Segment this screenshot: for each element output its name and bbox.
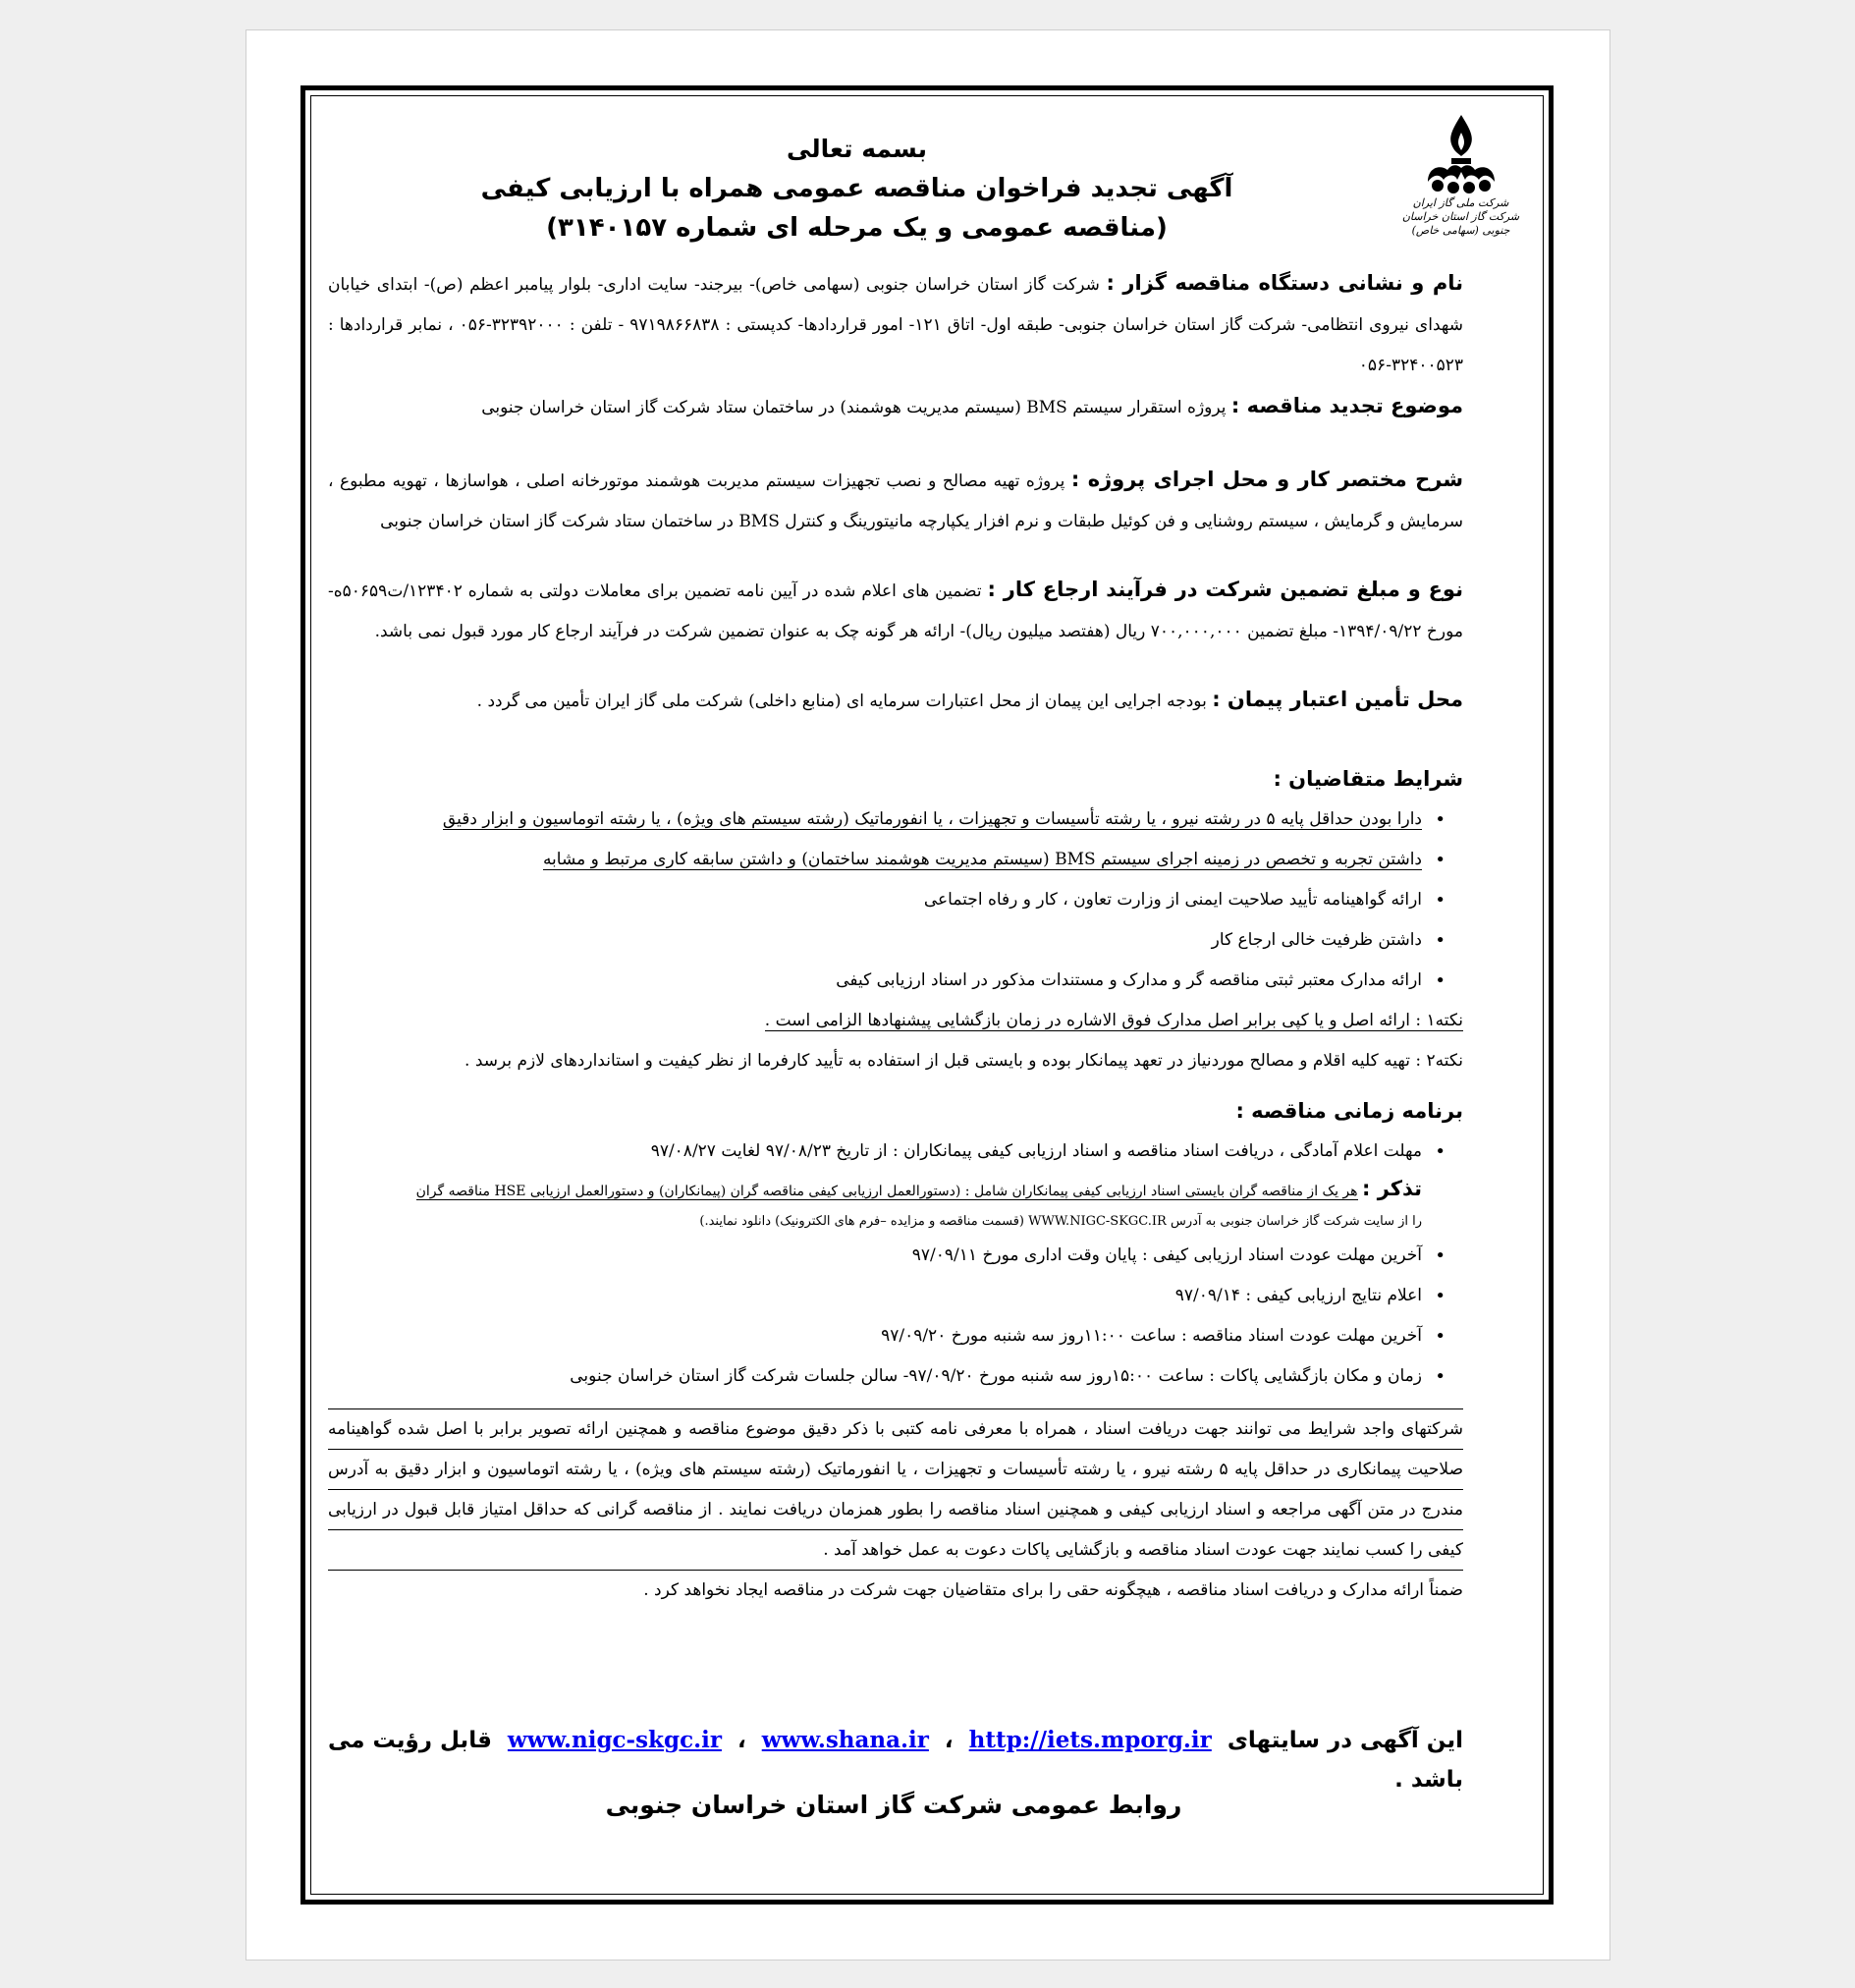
- schedule-list-2: [328, 1236, 1463, 1397]
- sites-line: این آگهی در سایتهای www.nigc-skgc.ir ، www.shana.ir ، http://iets.mporg.ir قابل رؤیت می باشد .: [327, 1727, 1463, 1793]
- schedule-item: • زمان و مکان بازگشایی پاکات : ساعت ۱۵:۰۰روز سه شنبه مورخ ۹۷/۰۹/۲۰- سالن جلسات شرکت گاز استان خراسان جنوبی: [328, 1356, 1446, 1397]
- description-paragraph: [328, 460, 1463, 542]
- sites-prefix: این آگهی در سایتهای: [1227, 1728, 1463, 1753]
- schedule-item: • مهلت اعلام آمادگی ، دریافت اسناد مناقصه و اسناد ارزیابی کیفی پیمانکاران : از تاریخ ۹۷/۰۸/۲۳ لغایت ۹۷/۰۸/۲۷: [328, 1132, 1446, 1172]
- logo-caption-1: شرکت ملی گاز ایران: [1412, 196, 1509, 209]
- organizer-text: شرکت گاز استان خراسان جنوبی (سهامی خاص)- بیرجند- سایت اداری- بلوار پیامبر اعظم (ص)- ابتدای خیابان شهدای نیروی انتظامی- شرکت گاز استان خراسان جنوبی- طبقه اول- اتاق ۱۲۱- امور قراردادها- کدپستی : ۹۷۱۹۸۶۶۸۳۸ - تلفن : ۳۲۳۹۲۰۰۰-۰۵۶ ، نمابر قراردادها : ۳۲۴۰۰۵۲۳-۰۵۶: [328, 275, 1463, 375]
- description-label: شرح مختصر کار و محل اجرای پروژه :: [1070, 468, 1463, 491]
- condition-item: • دارا بودن حداقل پایه ۵ در رشته نیرو ، یا رشته تأسیسات و تجهیزات ، یا انفورماتیک (رشته سیستم های ویژه) ، یا رشته اتوماسیون و ابزار دقیق: [328, 800, 1446, 840]
- site-link-shana[interactable]: www.shana.ir: [761, 1727, 929, 1753]
- schedule-list: [328, 1132, 1463, 1172]
- note-2: نکته۲ : تهیه کلیه اقلام و مصالح موردنیاز در تعهد پیمانکار بوده و بایستی قبل از استفاده به تأیید کارفرما از نظر کیفیت و استانداردهای لازم برسد .: [464, 1051, 1463, 1071]
- header-basmala: بسمه تعالی: [786, 135, 928, 163]
- reminder-text-2: را از سایت شرکت گاز خراسان جنوبی به آدرس WWW.NIGC-SKGC.IR (قسمت مناقصه و مزایده –فرم های الکترونیک) دانلود نمایند.): [699, 1214, 1422, 1229]
- site-link-nigc[interactable]: www.nigc-skgc.ir: [507, 1727, 722, 1753]
- sites-suffix: قابل رؤیت می باشد .: [327, 1728, 1463, 1793]
- closing-box: [328, 1408, 1463, 1571]
- closing-text: شرکتهای واجد شرایط می توانند جهت دریافت اسناد ، همراه با معرفی نامه کتبی با ذکر دقیق موضوع مناقصه و همچنین ارائه تصویر برابر با اصل شده گواهینامه صلاحیت پیمانکاری در حداقل پایه ۵ رشته نیرو ، یا رشته تأسیسات و تجهیزات ، یا انفورماتیک (رشته سیستم های ویژه) ، یا رشته اتوماسیون و ابزار دقیق به آدرس مندرج در متن آگهی مراجعه و اسناد ارزیابی کیفی و همچنین اسناد مناقصه را بطور همزمان دریافت نمایند . از مناقصه گرانی که حداقل امتیاز قابل قبول در ارزیابی کیفی را کسب نمایند جهت عودت اسناد مناقصه و بازگشایی پاکات دعوت به عمل خواهد آمد .: [328, 1409, 1463, 1571]
- guarantee-paragraph: [328, 570, 1463, 652]
- schedule-item: • اعلام نتایج ارزیابی کیفی : ۹۷/۰۹/۱۴: [328, 1276, 1446, 1316]
- reminder-label: تذکر :: [1361, 1177, 1422, 1200]
- note-1: نکته۱ : ارائه اصل و یا کپی برابر اصل مدارک فوق الاشاره در زمان بازگشایی پیشنهادها الزامی است .: [764, 1011, 1463, 1030]
- schedule-title: برنامه زمانی مناقصه :: [1235, 1099, 1463, 1123]
- company-logo: [1399, 113, 1522, 260]
- funding-label: محل تأمین اعتبار پیمان :: [1212, 688, 1463, 711]
- organizer-paragraph: [328, 263, 1463, 386]
- condition-item: • ارائه مدارک معتبر ثبتی مناقصه گر و مدارک و مستندات مذکور در اسناد ارزیابی کیفی: [328, 961, 1446, 1001]
- condition-item: • داشتن ظرفیت خالی ارجاع کار: [328, 920, 1446, 961]
- gas-flame-logo-icon: [1422, 113, 1500, 196]
- schedule-item: • آخرین مهلت عودت اسناد مناقصه : ساعت ۱۱:۰۰روز سه شنبه مورخ ۹۷/۰۹/۲۰: [328, 1316, 1446, 1356]
- guarantee-label: نوع و مبلغ تضمین شرکت در فرآیند ارجاع کار :: [987, 578, 1463, 601]
- condition-item: • ارائه گواهینامه تأیید صلاحیت ایمنی از وزارت تعاون ، کار و رفاه اجتماعی: [328, 880, 1446, 920]
- funding-paragraph: [328, 680, 1463, 722]
- notice-header: [324, 130, 1390, 248]
- reminder-text: هر یک از مناقصه گران بایستی اسناد ارزیابی کیفی پیمانکاران شامل : (دستورالعمل ارزیابی کیفی مناقصه گران (پیمانکاران) و دستورالعمل ارزیابی HSE مناقصه گران: [415, 1184, 1358, 1199]
- notice-body: [328, 263, 1463, 1611]
- schedule-reminder: [328, 1172, 1463, 1236]
- header-tender-number: (مناقصه عمومی و یک مرحله ای شماره ۳۱۴۰۱۵۷): [546, 213, 1168, 243]
- guarantee-text: تضمین های اعلام شده در آیین نامه تضمین برای معاملات دولتی به شماره ۱۲۳۴۰۲/ت۵۰۶۵۹ه- مورخ ۱۳۹۴/۰۹/۲۲- مبلغ تضمین ۷۰۰,۰۰۰,۰۰۰ ریال (هفتصد میلیون ریال)- ارائه هر گونه چک به عنوان تضمین شرکت در فرآیند ارجاع کار مورد قبول نمی باشد.: [328, 581, 1463, 641]
- header-title: آگهی تجدید فراخوان مناقصه عمومی همراه با ارزیابی کیفی: [480, 174, 1233, 203]
- closing-text-2: ضمناً ارائه مدارک و دریافت اسناد مناقصه ، هیچگونه حقی را برای متقاضیان جهت شرکت در مناقصه ایجاد نخواهد کرد .: [643, 1580, 1463, 1600]
- subject-paragraph: [328, 386, 1463, 428]
- subject-label: موضوع تجدید مناقصه :: [1230, 394, 1463, 417]
- condition-item: • داشتن تجربه و تخصص در زمینه اجرای سیستم BMS (سیستم مدیریت هوشمند ساختمان) و داشتن سابقه کاری مرتبط و مشابه: [328, 840, 1446, 880]
- description-text: پروژه تهیه مصالح و نصب تجهیزات سیستم مدیربت هوشمند موتورخانه اصلی ، هواسازها ، تهویه مطبوع ، سرمایش و گرمایش ، سیستم روشنایی و فن کوئیل طبقات و نرم افزار یکپارچه مانیتورینگ و کنترل BMS در ساختمان ستاد شرکت گاز استان خراسان جنوبی: [328, 471, 1463, 531]
- organizer-label: نام و نشانی دستگاه مناقصه گزار :: [1106, 271, 1463, 295]
- logo-caption-2: شرکت گاز استان خراسان جنوبی (سهامی خاص): [1401, 210, 1520, 237]
- conditions-title: شرایط متقاضیان :: [1273, 767, 1463, 791]
- subject-text: پروژه استقرار سیستم BMS (سیستم مدیریت هوشمند) در ساختمان ستاد شرکت گاز استان خراسان جنوبی: [481, 398, 1227, 417]
- schedule-item: • آخرین مهلت عودت اسناد ارزیابی کیفی : پایان وقت اداری مورخ ۹۷/۰۹/۱۱: [328, 1236, 1446, 1276]
- signature: روابط عمومی شرکت گاز استان خراسان جنوبی: [605, 1791, 1182, 1819]
- conditions-list: [328, 800, 1463, 1001]
- funding-text: بودجه اجرایی این پیمان از محل اعتبارات سرمایه ای (منابع داخلی) شرکت ملی گاز ایران تأمین می گردد .: [476, 691, 1207, 711]
- site-link-iets[interactable]: http://iets.mporg.ir: [968, 1727, 1212, 1753]
